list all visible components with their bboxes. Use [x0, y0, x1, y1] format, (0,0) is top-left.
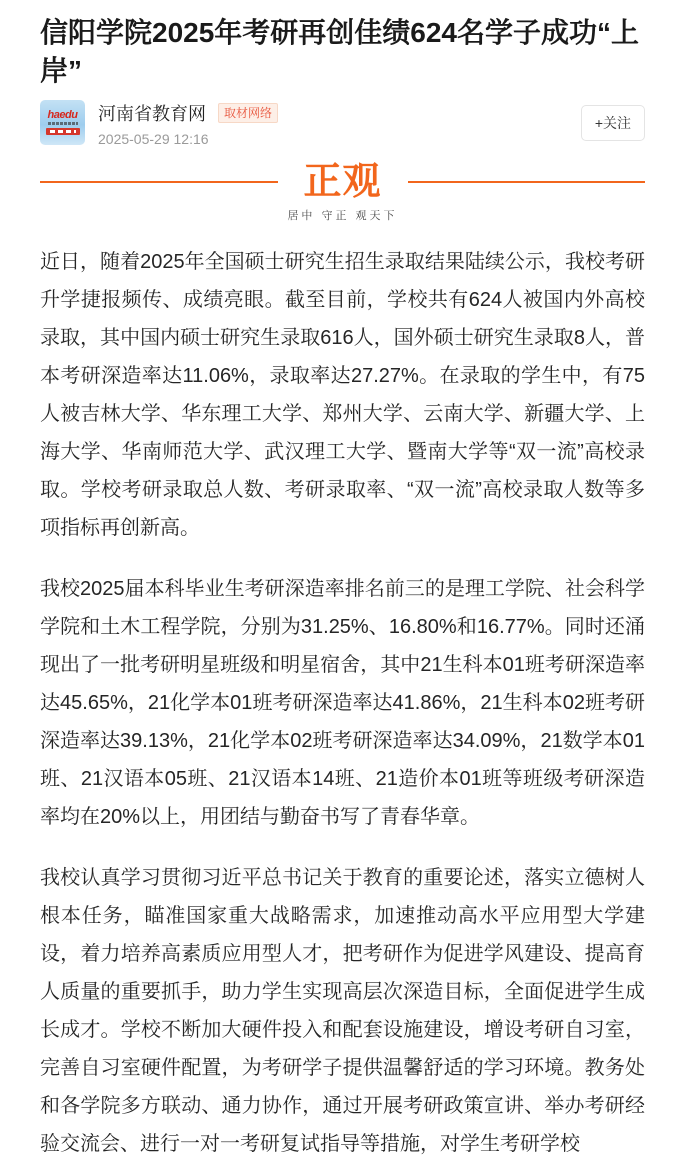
follow-button[interactable]: +关注: [581, 105, 645, 141]
zhengguan-tagline: 居中 守正 观天下: [287, 210, 398, 222]
article-body: [40, 243, 645, 1163]
source-tag-badge: 取材网络: [218, 103, 278, 123]
byline-meta: [98, 100, 581, 147]
avatar-red-banner: [46, 128, 80, 135]
publisher-name[interactable]: 河南省教育网: [98, 104, 206, 124]
zhengguan-logo: 正观: [303, 161, 382, 203]
avatar-subline-decoration: [48, 122, 78, 125]
article-paragraph: 我校2025届本科毕业生考研深造率排名前三的是理工学院、社会科学学院和土木工程学院，分别为31.25%、16.80%和16.77%。同时还涌现出了一批考研明星班级和明星宿舍，其中21生科本01班考研深造率达45.65%，21化学本01班考研深造率达41.86%，21生科本02班考研深造率达39.13%，21化学本02班考研深造率达34.09%，21数学本01班、21汉语本05班、21汉语本14班、21造价本01班等班级考研深造率均在20%以上，用团结与勤奋书写了青春华章。: [40, 578, 645, 828]
byline: [40, 100, 645, 147]
zhengguan-brand-block: [40, 163, 645, 223]
publisher-logo-text: haedu: [47, 109, 78, 121]
article-paragraph: 我校认真学习贯彻习近平总书记关于教育的重要论述，落实立德树人根本任务，瞄准国家重大战略需求，加速推动高水平应用型大学建设，着力培养高素质应用型人才，把考研作为促进学风建设、提高育人质量的重要抓手，助力学生实现高层次深造目标，全面促进学生成长成才。学校不断加大硬件投入和配套设施建设，增设考研自习室，完善自习室硬件配置，为考研学子提供温馨舒适的学习环境。教务处和各学院多方联动、通力协作，通过开展考研政策宣讲、举办考研经验交流会、进行一对一考研复试指导等措施，对学生考研学校: [40, 867, 645, 1155]
brand-divider-right: [408, 181, 646, 183]
article-paragraph: 近日，随着2025年全国硕士研究生招生录取结果陆续公示，我校考研升学捷报频传、成绩亮眼。截至目前，学校共有624人被国内外高校录取，其中国内硕士研究生录取616人，国外硕士研究生录取8人，普本考研深造率达11.06%，录取率达27.27%。在录取的学生中，有75人被吉林大学、华东理工大学、郑州大学、云南大学、新疆大学、上海大学、华南师范大学、武汉理工大学、暨南大学等“双一流”高校录取。学校考研录取总人数、考研录取率、“双一流”高校录取人数等多项指标再创新高。: [40, 251, 645, 539]
publish-timestamp: 2025-05-29 12:16: [98, 131, 209, 147]
page-title: 信阳学院2025年考研再创佳绩624名学子成功“上岸”: [40, 17, 640, 86]
brand-divider-left: [40, 181, 278, 183]
publisher-avatar[interactable]: [40, 100, 85, 145]
